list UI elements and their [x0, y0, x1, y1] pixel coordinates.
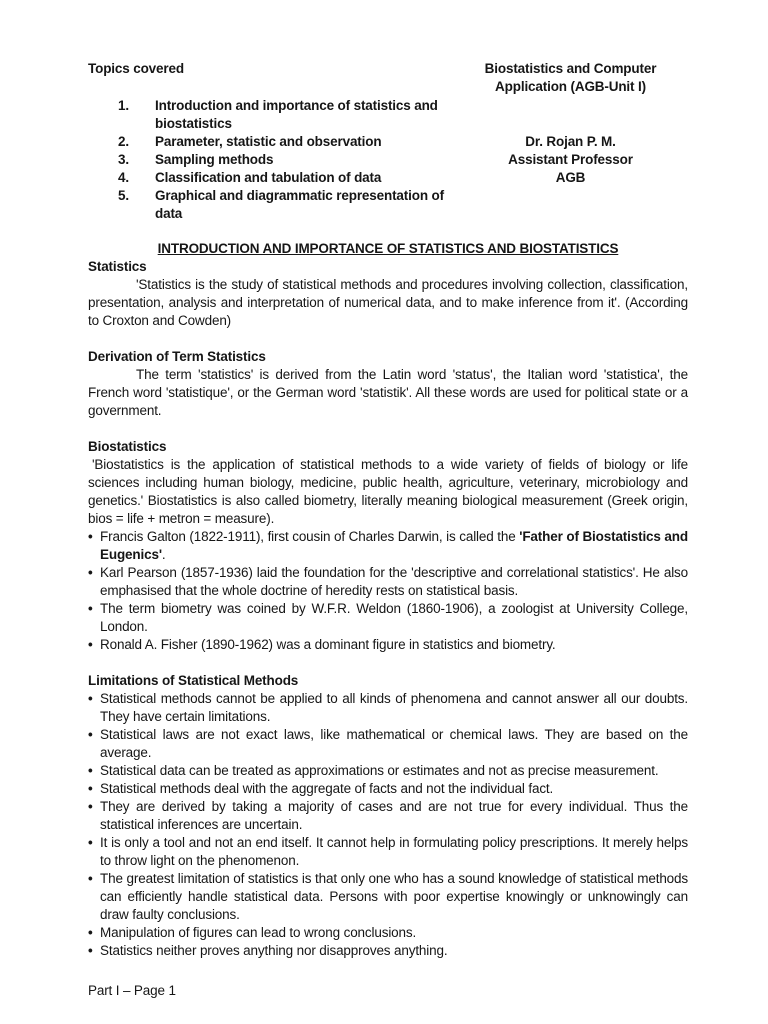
- section-heading-biostatistics: Biostatistics: [88, 439, 167, 454]
- bullet-item-galton: [88, 528, 688, 564]
- bullet-item: [88, 798, 688, 834]
- topic-item: [88, 133, 453, 151]
- course-title-line1: Biostatistics and Computer: [484, 61, 657, 76]
- section-statistics: [88, 258, 688, 330]
- topic-label: Classification and tabulation of data: [155, 170, 382, 185]
- topic-number: 5.: [118, 188, 129, 203]
- document-header: [88, 60, 688, 223]
- main-title: INTRODUCTION AND IMPORTANCE OF STATISTICS AND BIOSTATISTICS: [157, 241, 619, 256]
- paragraph-derivation: The term 'statistics' is derived from the Latin word 'status', the Italian word 'statistica', the French word 'statistique', or the German word 'statistik'. All these words are used for political state or a government.: [88, 367, 688, 418]
- bullet-text: Francis Galton (1822-1911), first cousin of Charles Darwin, is called the: [100, 529, 520, 544]
- paragraph-statistics: 'Statistics is the study of statistical methods and procedures involving collection, classification, presentation, analysis and interpretation of numerical data, and to make inference from it'. (According to Croxton and Cowden): [88, 277, 688, 328]
- course-title: [453, 60, 688, 96]
- topics-heading: Topics covered: [88, 61, 184, 76]
- section-derivation: [88, 348, 688, 420]
- bullet-text: Statistical data can be treated as approximations or estimates and not as precise measurement.: [100, 763, 659, 778]
- topic-number: 2.: [118, 134, 129, 149]
- topic-label: Parameter, statistic and observation: [155, 134, 382, 149]
- topic-number: 3.: [118, 152, 129, 167]
- topic-item: [88, 97, 453, 133]
- topic-number: 4.: [118, 170, 129, 185]
- topic-number: 1.: [118, 98, 129, 113]
- course-title-line2: Application (AGB-Unit I): [495, 79, 646, 94]
- bullet-item: [88, 834, 688, 870]
- bullet-text: Manipulation of figures can lead to wrong conclusions.: [100, 925, 417, 940]
- bullet-text: Statistical methods deal with the aggregate of facts and not the individual fact.: [100, 781, 554, 796]
- bullet-item: [88, 726, 688, 762]
- topics-block: [88, 60, 453, 223]
- bullet-text: Statistical methods cannot be applied to all kinds of phenomena and cannot answer all our doubts. They have certain limitations.: [100, 691, 688, 724]
- bullet-item-weldon: [88, 600, 688, 636]
- topic-label: Graphical and diagrammatic representation of data: [155, 188, 444, 221]
- bullet-text: Karl Pearson (1857-1936) laid the foundation for the 'descriptive and correlational statistics'. He also emphasised that the whole doctrine of heredity rests on statistical basis.: [100, 565, 688, 598]
- bullet-item: [88, 780, 688, 798]
- topic-item: [88, 187, 453, 223]
- bullet-item: [88, 690, 688, 726]
- author-title: Assistant Professor: [508, 152, 633, 167]
- section-heading-statistics: Statistics: [88, 259, 147, 274]
- topic-label: Sampling methods: [155, 152, 274, 167]
- limitations-bullet-list: [88, 690, 688, 960]
- course-author-block: [453, 60, 688, 223]
- main-title-wrap: [88, 240, 688, 258]
- bullet-text: The greatest limitation of statistics is that only one who has a sound knowledge of statistical methods can efficiently handle statistical data. Persons with poor expertise knowingly or unknowingly can draw faulty conclusions.: [100, 871, 688, 922]
- bullet-text: Statistical laws are not exact laws, like mathematical or chemical laws. They are based on the average.: [100, 727, 688, 760]
- paragraph-biostatistics: 'Biostatistics is the application of statistical methods to a wide variety of fields of biology or life sciences including human biology, medicine, public health, agriculture, veterinary, microbiology and genetics.' Biostatistics is also called biometry, literally meaning biological measurement (Greek origin, bios = life + metron = measure).: [88, 457, 688, 526]
- bullet-text: They are derived by taking a majority of cases and are not true for every individual. Thus the statistical inferences are uncertain.: [100, 799, 688, 832]
- section-heading-derivation: Derivation of Term Statistics: [88, 349, 266, 364]
- bullet-text: .: [161, 547, 166, 562]
- topic-label: Introduction and importance of statistics and biostatistics: [155, 98, 438, 131]
- bullet-item: [88, 870, 688, 924]
- bullet-text: It is only a tool and not an end itself. It cannot help in formulating policy prescriptions. It merely helps to throw light on the phenomenon.: [100, 835, 688, 868]
- history-bullet-list: [88, 528, 688, 654]
- bullet-item: [88, 924, 688, 942]
- bullet-item-pearson: [88, 564, 688, 600]
- section-heading-limitations: Limitations of Statistical Methods: [88, 673, 299, 688]
- topic-item: [88, 169, 453, 187]
- bullet-text: Statistics neither proves anything nor disapproves anything.: [100, 943, 448, 958]
- bullet-text: Ronald A. Fisher (1890-1962) was a dominant figure in statistics and biometry.: [100, 637, 556, 652]
- bullet-item: [88, 942, 688, 960]
- author-name: Dr. Rojan P. M.: [525, 134, 616, 149]
- bullet-item: [88, 762, 688, 780]
- bullet-bold-text: 'Father of Biostatistics and Eugenics': [100, 529, 688, 562]
- page-footer: Part I – Page 1: [88, 983, 176, 998]
- section-limitations: [88, 672, 688, 960]
- author-department: AGB: [555, 170, 586, 185]
- author-block: [453, 133, 688, 187]
- bullet-item-fisher: [88, 636, 688, 654]
- section-biostatistics: [88, 438, 688, 528]
- topics-list: [88, 97, 453, 223]
- bullet-text: The term biometry was coined by W.F.R. Weldon (1860-1906), a zoologist at University College, London.: [100, 601, 688, 634]
- topic-item: [88, 151, 453, 169]
